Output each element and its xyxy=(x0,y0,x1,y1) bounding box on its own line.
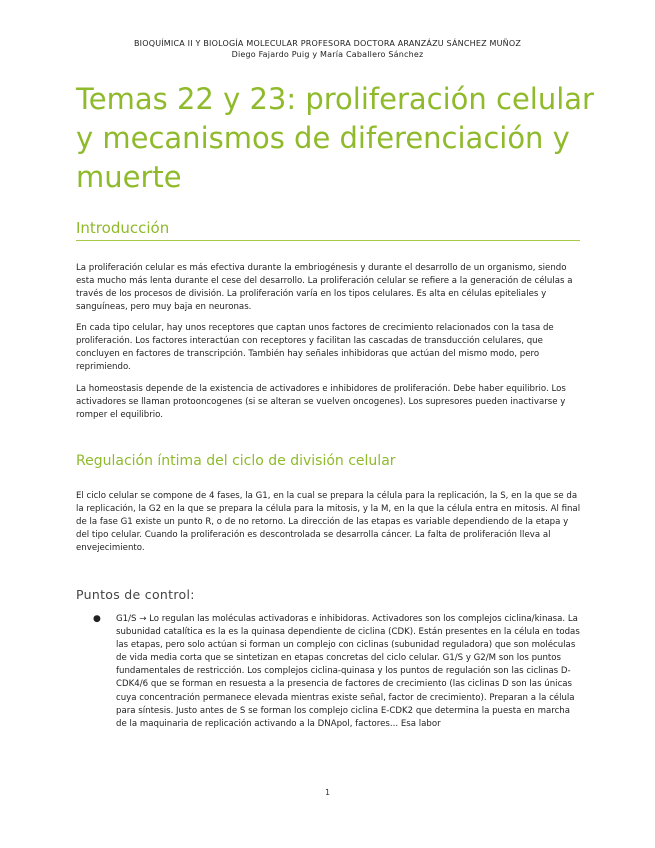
intro-paragraph-1: La proliferación celular es más efectiva durante la embriogénesis y durante el desarrollo de un organismo, siendo esta mucho más lenta durante el cese del desarrollo. La proliferación celular se refiere a la generación de células a través de los procesos de división. La proliferación varía en los tipos celulares. Es alta en células epiteliales y sanguíneas, pero muy baja en neuronas. xyxy=(76,263,573,313)
header-authors-line: Diego Fajardo Puig y María Caballero Sánchez xyxy=(231,50,424,59)
document-title: Temas 22 y 23: proliferación celular y mecanismos de diferenciación y muerte xyxy=(76,82,594,194)
intro-paragraph-2: En cada tipo celular, hay unos receptores que captan unos factores de crecimiento relacionados con la tasa de proliferación. Los factores interactúan con receptores y facilitan las cascadas de transducción celulares, que concluyen en factores de transcripción. También hay señales inhibidoras que actúan del mismo modo, pero reprimiendo. xyxy=(76,323,554,373)
regulation-heading: Regulación íntima del ciclo de división celular xyxy=(76,453,396,469)
intro-paragraph-3: La homeostasis depende de la existencia de activadores e inhibidores de proliferación. Debe haber equilibrio. Los activadores se llaman protooncogenes (si se alteran se vuelven oncogenes). Los supresores pueden inactivarse y romper el equilibrio. xyxy=(76,384,566,421)
regulation-paragraph: El ciclo celular se compone de 4 fases, la G1, en la cual se prepara la célula para la replicación, la S, en la que se da la replicación, la G2 en la que se prepara la célula para la mitosis, y la M, en la que la célula entra en mitosis. Al final de la fase G1 existe un punto R, o de no retorno. La dirección de las etapas es variable dependiendo de la etapa y del tipo celular. Cuando la proliferación es descontrolada se desarrolla cáncer. La falta de proliferación lleva al envejecimiento. xyxy=(76,491,581,554)
page-header xyxy=(0,38,655,60)
checkpoints-heading: Puntos de control: xyxy=(76,587,195,602)
header-course-line: BIOQUÍMICA II Y BIOLOGÍA MOLECULAR PROFESORA DOCTORA ARANZÁZU SÁNCHEZ MUÑOZ xyxy=(133,39,522,48)
bullet-dot-icon: ● xyxy=(93,614,101,624)
intro-heading: Introducción xyxy=(76,219,580,241)
page-number: 1 xyxy=(324,788,331,797)
checkpoint-bullet-g1s: G1/S → Lo regulan las moléculas activadoras e inhibidoras. Activadores son los complejos ciclina/kinasa. La subunidad catalítica es la es la quinasa dependiente de ciclina (CDK). Están presentes en la célula en todas las etapas, pero solo actúan si forman un complejo con ciclinas (subunidad reguladora) que son moléculas de vida media corta que se sintetizan en etapas concretas del ciclo celular. G1/S y G2/M son los puntos fundamentales de restricción. Los complejos ciclina-quinasa y los puntos de regulación son las ciclinas D-CDK4/6 que se forman en resuesta a la presencia de factores de crecimiento (las ciclinas D son las únicas cuya concentración permanece elevada mientras existe señal, factor de crecimiento). Preparan a la célula para síntesis. Justo antes de S se forman los complejo ciclina E-CDK2 que determina la puesta en marcha de la maquinaria de replicación activando a la DNApol, factores... Esa labor xyxy=(116,614,580,729)
